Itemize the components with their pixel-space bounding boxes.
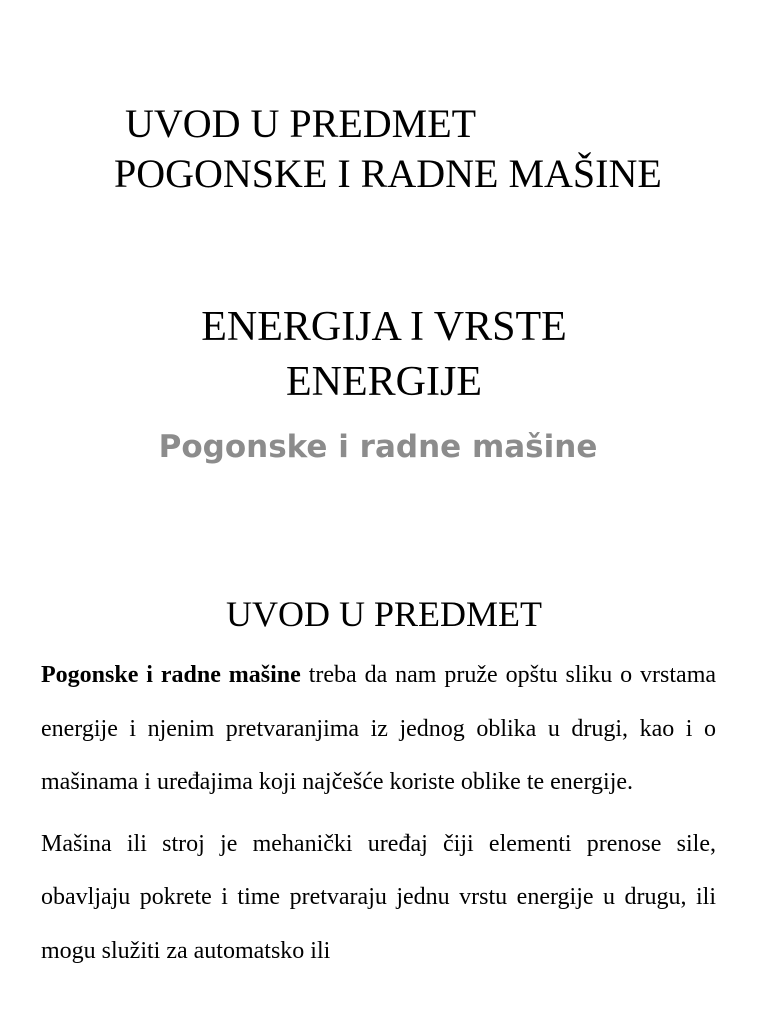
paragraph-1-text: treba da nam pruže opštu sliku o vrstama energije i njenim pretvaranjima iz jednog oblika u drugi, kao i o mašinama i uređajima koji najčešće koriste oblike te energije. <box>41 662 717 795</box>
section-title <box>0 300 768 410</box>
paragraph-1-bold-term: Pogonske i radne mašine <box>41 662 301 688</box>
paragraph-1 <box>41 649 716 810</box>
cover-title-line-2: POGONSKE I RADNE MAŠINE <box>114 151 662 196</box>
cover-title-line-1: UVOD U PREDMET <box>125 101 477 146</box>
section-title-line-1: ENERGIJA I VRSTE <box>201 304 567 350</box>
section-subtitle: Pogonske i radne mašine <box>158 429 598 465</box>
body-heading: UVOD U PREDMET <box>225 594 542 634</box>
paragraph-2-text: Mašina ili stroj je mehanički uređaj čiji elementi prenose sile, obavljaju pokrete i time pretvaraju jednu vrstu energije u drugu, ili mogu služiti za automatsko ili <box>41 830 716 964</box>
body-content <box>41 649 716 986</box>
paragraph-2 <box>41 818 716 979</box>
section-title-line-2: ENERGIJE <box>286 359 482 405</box>
